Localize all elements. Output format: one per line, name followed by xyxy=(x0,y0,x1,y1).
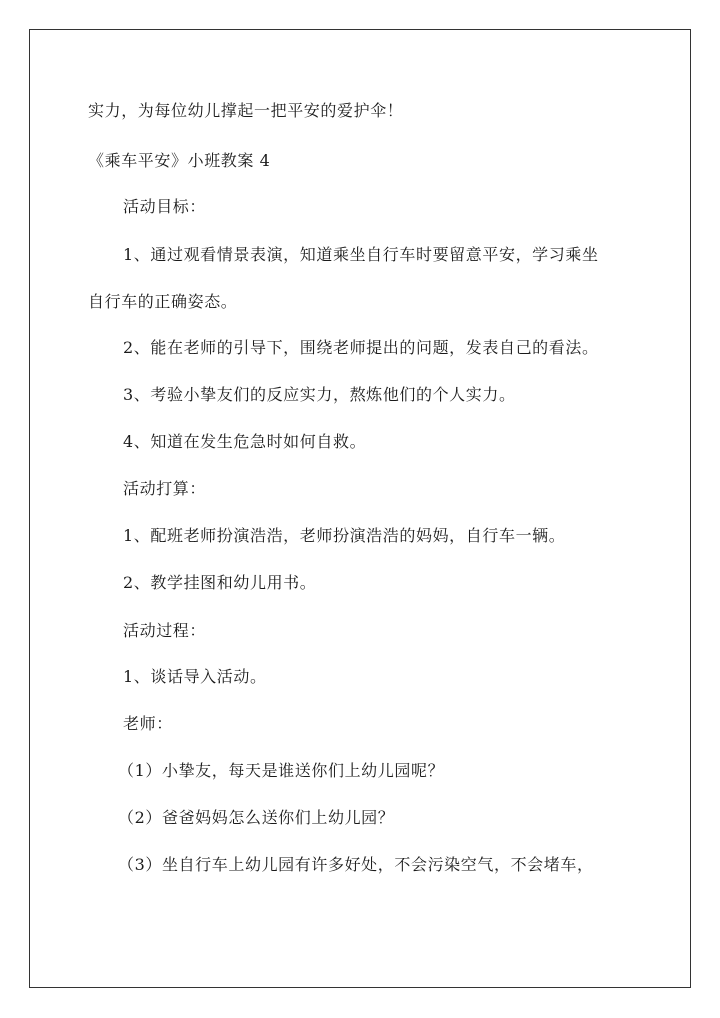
page-border xyxy=(29,29,691,988)
prep-item-1: 1、配班老师扮演浩浩，老师扮演浩浩的妈妈，自行车一辆。 xyxy=(123,526,566,545)
process-item-1: 1、谈话导入活动。 xyxy=(123,667,267,686)
goal-item-2: 2、能在老师的引导下，围绕老师提出的问题，发表自己的看法。 xyxy=(123,338,599,357)
heading-activity-goals: 活动目标： xyxy=(123,197,207,216)
goal-item-4: 4、知道在发生危急时如何自救。 xyxy=(123,432,367,451)
question-1: （1）小挚友，每天是谁送你们上幼儿园呢？ xyxy=(118,761,445,780)
heading-activity-process: 活动过程： xyxy=(123,621,207,640)
prep-item-2: 2、教学挂图和幼儿用书。 xyxy=(123,573,317,592)
heading-activity-prep: 活动打算： xyxy=(123,479,207,498)
text-line-intro: 实力，为每位幼儿撑起一把平安的爱护伞！ xyxy=(88,101,404,120)
question-2: （2）爸爸妈妈怎么送你们上幼儿园？ xyxy=(118,808,395,827)
goal-item-1: 1、通过观看情景表演，知道乘坐自行车时要留意平安，学习乘坐 xyxy=(123,245,599,264)
goal-item-1-continued: 自行车的正确姿态。 xyxy=(88,292,238,311)
teacher-label: 老师： xyxy=(123,714,173,733)
section-title: 《乘车平安》小班教案 4 xyxy=(88,151,271,170)
goal-item-3: 3、考验小挚友们的反应实力，熬炼他们的个人实力。 xyxy=(123,385,516,404)
question-3: （3）坐自行车上幼儿园有许多好处，不会污染空气，不会堵车， xyxy=(118,855,594,874)
